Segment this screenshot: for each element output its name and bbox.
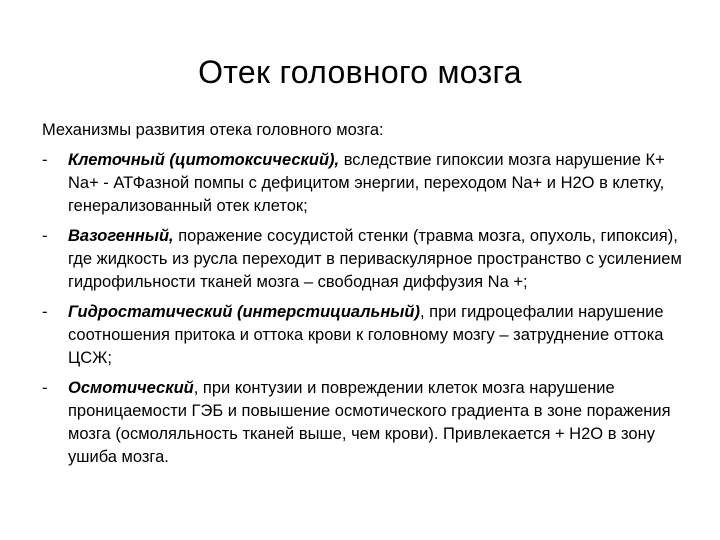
item-term: Вазогенный, (68, 227, 174, 245)
item-text: , при гидроцефалии нарушение соотношения притока и оттока крови к головному мозгу – затруднение оттока ЦСЖ; (68, 303, 664, 367)
bullet-dash: - (42, 151, 48, 169)
item-term: Клеточный (цитотоксический), (68, 151, 340, 169)
list-item-cytotoxic (42, 149, 692, 218)
bullet-dash: - (42, 379, 48, 397)
list-item-osmotic (42, 377, 692, 469)
bullet-dash: - (42, 227, 48, 245)
bullet-dash: - (42, 303, 48, 321)
item-text: поражение сосудистой стенки (травма мозга, опухоль, гипоксия), где жидкость из русла переходит в периваскулярное пространство с усилением гидрофильности тканей мозга – свободная диффузия Na +; (68, 227, 682, 291)
list-item-vasogenic (42, 225, 692, 294)
item-text: вследствие гипоксии мозга нарушение К+ Na+ - АТФазной помпы с дефицитом энергии, переходом Na+ и Н2О в клетку, генерализованный отек клеток; (68, 151, 665, 215)
slide-title: Отек головного мозга (198, 54, 522, 90)
item-text: , при контузии и повреждении клеток мозга нарушение проницаемости ГЭБ и повышение осмотического градиента в зоне поражения мозга (осмоляльность тканей выше, чем крови). Привлекается + Н2О в зону ушиба мозга. (68, 379, 671, 466)
list-item-hydrostatic (42, 301, 692, 370)
item-term: Гидростатический (интерстициальный) (68, 303, 420, 321)
intro-text: Механизмы развития отека головного мозга: (42, 121, 384, 139)
item-term: Осмотический (68, 379, 194, 397)
slide-content (42, 119, 692, 476)
